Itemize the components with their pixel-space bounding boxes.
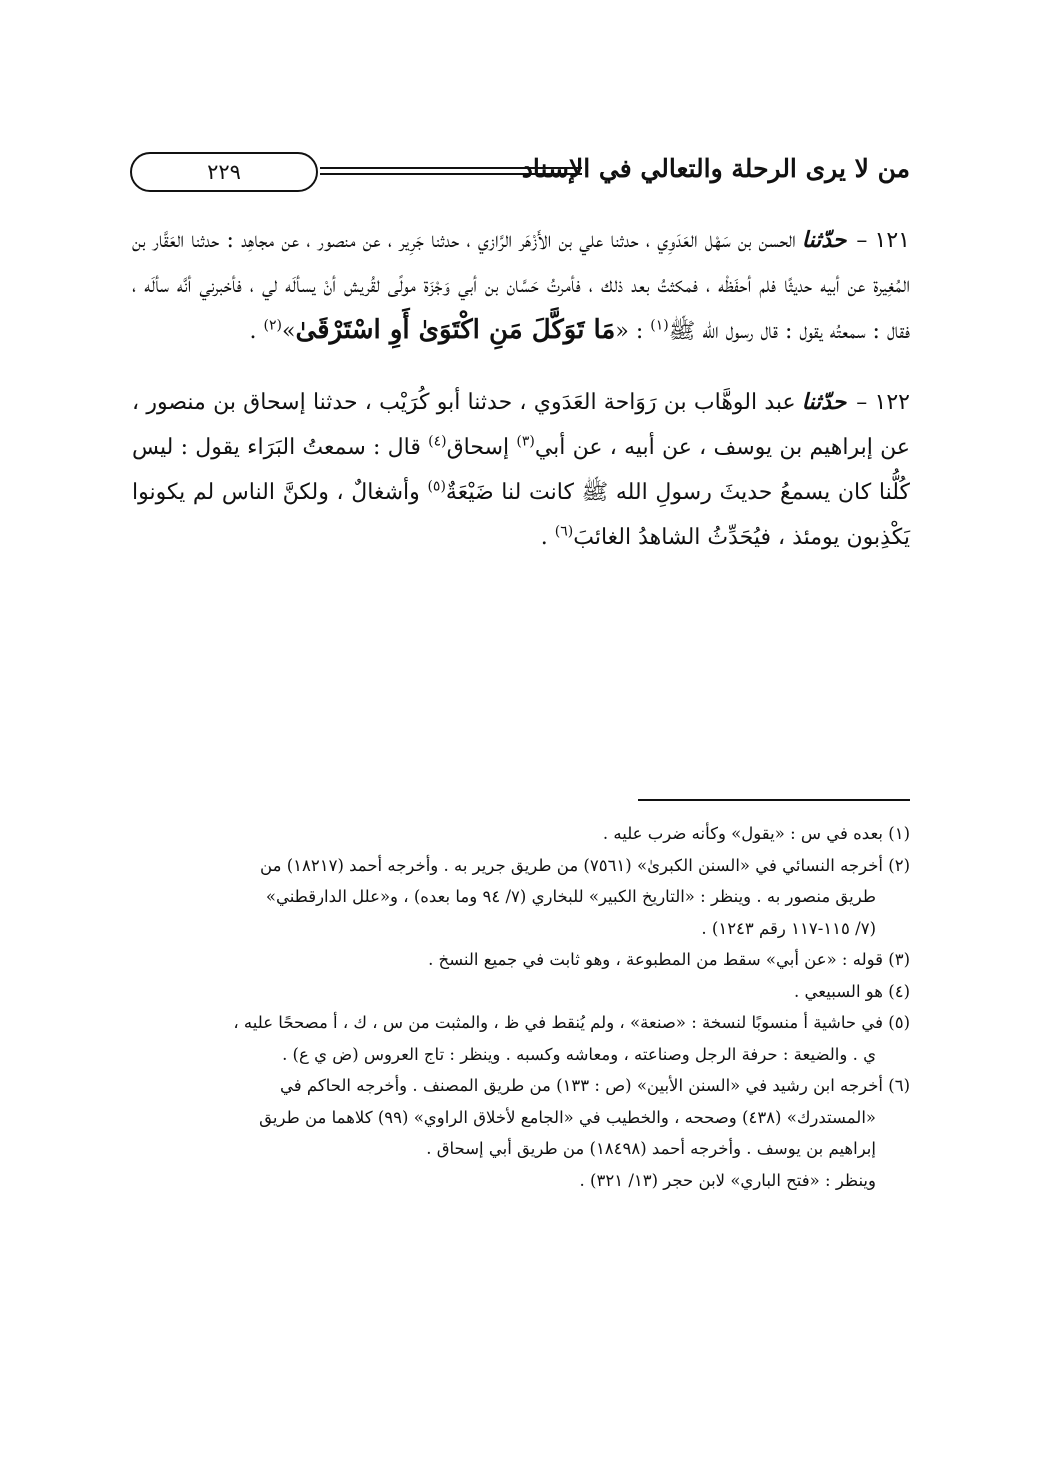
footnote-ref[interactable]: (١) <box>650 317 669 334</box>
hadith-text: . <box>540 525 555 550</box>
hadith-text: إسحاق <box>446 435 517 460</box>
hadith-number: ١٢١ – <box>856 228 910 253</box>
footnote-ref[interactable]: (٢) <box>263 317 283 334</box>
footnote-line: طريق منصور به . وينظر : «التاريخ الكبير» للبخاري (٧/ ٩٤ وما بعده) ، و«علل الدارقطني» <box>265 887 876 906</box>
footnote-line: (٤) هو السبيعي . <box>794 981 910 1001</box>
footnote-line: (١) بعده في س : «يقول» وكأنه ضرب عليه . <box>602 824 910 843</box>
footnote-line: ي . والضيعة : حرفة الرجل وصناعته ، ومعاشه وكسبه . وينظر : تاج العروس (ض ي ع) . <box>282 1044 876 1064</box>
prophetic-quote: مَا تَوَكَّلَ مَنِ اكْتَوَىٰ أَوِ اسْتَرْقَىٰ <box>295 315 616 345</box>
hadith-text: : « <box>615 319 651 344</box>
hadith-text: قال : سمعتُ البَرَاء يقول : ليس كُلُّنا كان يسمعُ حديثَ رسولِ الله ﷺ كانت لنا ضَيْعَةٌ <box>132 435 910 505</box>
footnote-ref[interactable]: (٦) <box>554 523 574 540</box>
haddathana-word: حدّثنا <box>801 227 847 253</box>
main-text <box>132 218 910 560</box>
hadith-text: وأشغالٌ ، ولكنَّ الناس لم يكونوا يَكْذِبون يومئذ ، فيُحَدِّثُ الشاهدُ الغائبَ <box>132 480 910 550</box>
header-double-rule <box>320 167 582 175</box>
footnote-ref[interactable]: (٤) <box>428 433 447 450</box>
footnotes <box>132 818 910 1196</box>
hadith-text: . <box>249 319 264 344</box>
page-header <box>130 152 910 196</box>
footnote-ref[interactable]: (٥) <box>427 478 446 495</box>
page-number-badge <box>130 152 318 192</box>
footnote-line: (٧/ ١١٥-١١٧ رقم ١٢٤٣) . <box>701 918 876 938</box>
haddathana-word: حدّثنا <box>801 389 847 415</box>
hadith-121 <box>132 218 910 354</box>
running-title: من لا يرى الرحلة والتعالي في الإسناد <box>521 154 910 183</box>
footnote-ref[interactable]: (٣) <box>516 433 535 450</box>
hadith-text: عبد الوهَّاب بن رَوَاحة العَدَوي ، حدثنا أبو كُرَيْب ، حدثنا إسحاق بن منصور ، عن إبراهيم بن يوسف ، عن أبيه ، عن أبي <box>132 390 911 460</box>
footnote-line: إبراهيم بن يوسف . وأخرجه أحمد (١٨٤٩٨) من طريق أبي إسحاق . <box>426 1139 876 1158</box>
hadith-number: ١٢٢ – <box>856 390 910 415</box>
hadith-text: الحسن بن سَهْل العَدَوِي ، حدثنا علي بن الأَزْهَر الرَّازي ، حدثنا جَرِير ، عن منصور ، عن مجاهِد : حدثنا العَقَّار بن المُغِيرة عن أبيه حديثًا فلم أحفَظْه ، فمكثتُ بعد ذلك ، فأمرتُ حَسَّان بن أبي وَجْزَة مولًى لقُريش أنْ يسألَه لي ، فأخبرني أنَّه سألَه ، فقال : سمعتُه يقول : قال رسول الله ﷺ <box>132 228 910 344</box>
footnote-line: وينظر : «فتح الباري» لابن حجر (١٣/ ٣٢١) . <box>579 1170 876 1190</box>
hadith-text: » <box>282 319 296 344</box>
footnote-line: (٥) في حاشية أ منسوبًا لنسخة : «صنعة» ، ولم يُنقط في ظ ، والمثبت من س ، ك ، أ مصححًا عليه ، <box>233 1013 910 1032</box>
footnote-line: (٣) قوله : «عن أبي» سقط من المطبوعة ، وهو ثابت في جميع النسخ . <box>428 950 910 969</box>
footnote-separator <box>638 799 910 801</box>
footnote-line: (٦) أخرجه ابن رشيد في «السنن الأبين» (ص : ١٣٣) من طريق المصنف . وأخرجه الحاكم في <box>279 1076 910 1095</box>
footnote-line: «المستدرك» (٤٣٨) وصححه ، والخطيب في «الجامع لأخلاق الراوي» (٩٩) كلاهما من طريق <box>259 1107 876 1127</box>
hadith-122 <box>132 380 910 560</box>
footnote-line: (٢) أخرجه النسائي في «السنن الكبرىٰ» (٧٥٦١) من طريق جرير به . وأخرجه أحمد (١٨٢١٧) من <box>260 855 910 875</box>
page-number: ٢٢٩ <box>207 160 241 184</box>
